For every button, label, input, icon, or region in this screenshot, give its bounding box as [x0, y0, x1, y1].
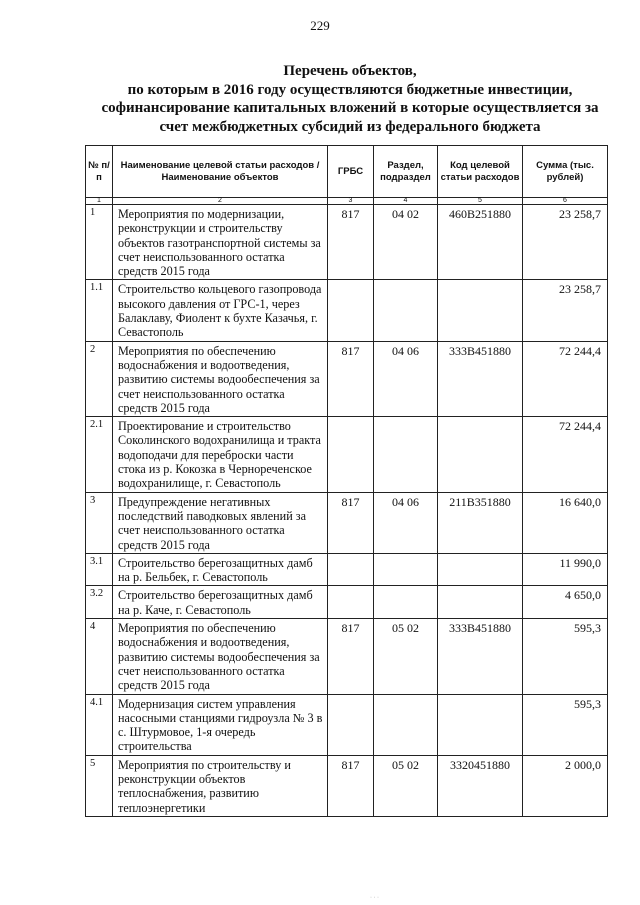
- table-row: [86, 553, 608, 586]
- cell-summa: 72 244,4: [523, 417, 608, 492]
- cell-num: 1.1: [86, 280, 113, 341]
- cell-razdel: 04 06: [374, 341, 438, 416]
- table-row: [86, 205, 608, 280]
- cell-num: 4: [86, 619, 113, 694]
- cell-num: 1: [86, 205, 113, 280]
- table-row: [86, 586, 608, 619]
- cell-summa: 23 258,7: [523, 205, 608, 280]
- column-number: 6: [523, 198, 608, 205]
- page-number: 229: [310, 18, 330, 33]
- cell-kod: 333В451880: [438, 619, 523, 694]
- header-razdel: Раздел, подраздел: [374, 146, 438, 198]
- document-title: [60, 62, 640, 136]
- cell-summa: 11 990,0: [523, 553, 608, 586]
- cell-grbs: 817: [328, 619, 374, 694]
- cell-razdel: [374, 586, 438, 619]
- cell-name: Мероприятия по строительству и реконструкции объектов теплоснабжения, развитию теплоэнергетики: [113, 755, 328, 816]
- title-line: Перечень объектов,: [283, 63, 417, 79]
- header-grbs: ГРБС: [328, 146, 374, 198]
- cell-razdel: [374, 417, 438, 492]
- cell-grbs: 817: [328, 205, 374, 280]
- table-row: [86, 492, 608, 553]
- table-row: [86, 417, 608, 492]
- cell-num: 3.1: [86, 553, 113, 586]
- table-row: [86, 619, 608, 694]
- title-line: софинансирование капитальных вложений в которые осуществляется за: [101, 100, 599, 116]
- cell-grbs: 817: [328, 755, 374, 816]
- cell-razdel: [374, 694, 438, 755]
- cell-summa: 595,3: [523, 694, 608, 755]
- column-number: 1: [86, 198, 113, 205]
- column-numbers-row: [86, 198, 608, 205]
- cell-kod: 333В451880: [438, 341, 523, 416]
- cell-kod: [438, 553, 523, 586]
- cell-grbs: 817: [328, 341, 374, 416]
- table-row: [86, 755, 608, 816]
- cell-num: 2: [86, 341, 113, 416]
- cell-name: Строительство берегозащитных дамб на р. Бельбек, г. Севастополь: [113, 553, 328, 586]
- column-number: 2: [113, 198, 328, 205]
- table-row: [86, 280, 608, 341]
- cell-num: 3.2: [86, 586, 113, 619]
- cell-name: Строительство кольцевого газопровода высокого давления от ГРС-1, через Балаклаву, Фиолент к бухте Казачья, г. Севастополь: [113, 280, 328, 341]
- cell-grbs: [328, 553, 374, 586]
- table-row: [86, 694, 608, 755]
- cell-kod: [438, 280, 523, 341]
- cell-grbs: [328, 417, 374, 492]
- column-number: 4: [374, 198, 438, 205]
- cell-razdel: 05 02: [374, 619, 438, 694]
- cell-summa: 4 650,0: [523, 586, 608, 619]
- cell-name: Мероприятия по обеспечению водоснабжения и водоотведения, развитию системы водообеспечения за счет неиспользованного остатка средств 2015 года: [113, 341, 328, 416]
- cell-name: Модернизация систем управления насосными станциями гидроузла № 3 в с. Штурмовое, 1-я очередь строительства: [113, 694, 328, 755]
- header-summa: Сумма (тыс. рублей): [523, 146, 608, 198]
- cell-razdel: [374, 553, 438, 586]
- cell-num: 4.1: [86, 694, 113, 755]
- cell-kod: 211В351880: [438, 492, 523, 553]
- cell-summa: 595,3: [523, 619, 608, 694]
- cell-num: 5: [86, 755, 113, 816]
- column-number: 5: [438, 198, 523, 205]
- cell-name: Проектирование и строительство Соколинского водохранилища и тракта водоподачи для переброски части стока из р. Кокозка в Чернореченское водохранилище, г. Севастополь: [113, 417, 328, 492]
- cell-summa: 72 244,4: [523, 341, 608, 416]
- cell-kod: 3320451880: [438, 755, 523, 816]
- header-num: № п/п: [86, 146, 113, 198]
- cell-kod: [438, 586, 523, 619]
- cell-name: Предупреждение негативных последствий паводковых явлений за счет неиспользованного остатка средств 2015 года: [113, 492, 328, 553]
- table-row: [86, 341, 608, 416]
- cell-num: 2.1: [86, 417, 113, 492]
- cell-summa: 23 258,7: [523, 280, 608, 341]
- cell-summa: 2 000,0: [523, 755, 608, 816]
- cell-num: 3: [86, 492, 113, 553]
- cell-razdel: 04 06: [374, 492, 438, 553]
- cell-name: Строительство берегозащитных дамб на р. Каче, г. Севастополь: [113, 586, 328, 619]
- cell-grbs: 817: [328, 492, 374, 553]
- title-line: по которым в 2016 году осуществляются бюджетные инвестиции,: [127, 81, 573, 98]
- cell-grbs: [328, 280, 374, 341]
- cell-razdel: 04 02: [374, 205, 438, 280]
- cell-grbs: [328, 586, 374, 619]
- header-name: Наименование целевой статьи расходов / Наименование объектов: [113, 146, 328, 198]
- scan-artifact: · · ·: [370, 895, 379, 901]
- cell-razdel: 05 02: [374, 755, 438, 816]
- header-row: [86, 146, 608, 198]
- title-line: счет межбюджетных субсидий из федерального бюджета: [159, 118, 541, 135]
- column-number: 3: [328, 198, 374, 205]
- cell-name: Мероприятия по модернизации, реконструкции и строительству объектов газотранспортной системы за счет неиспользованного остатка средств 2015 года: [113, 205, 328, 280]
- cell-summa: 16 640,0: [523, 492, 608, 553]
- objects-table: [85, 145, 608, 817]
- cell-kod: [438, 694, 523, 755]
- cell-name: Мероприятия по обеспечению водоснабжения и водоотведения, развитию системы водообеспечения за счет неиспользованного остатка средств 2015 года: [113, 619, 328, 694]
- header-kod: Код целевой статьи расходов: [438, 146, 523, 198]
- cell-grbs: [328, 694, 374, 755]
- cell-razdel: [374, 280, 438, 341]
- cell-kod: 460В251880: [438, 205, 523, 280]
- cell-kod: [438, 417, 523, 492]
